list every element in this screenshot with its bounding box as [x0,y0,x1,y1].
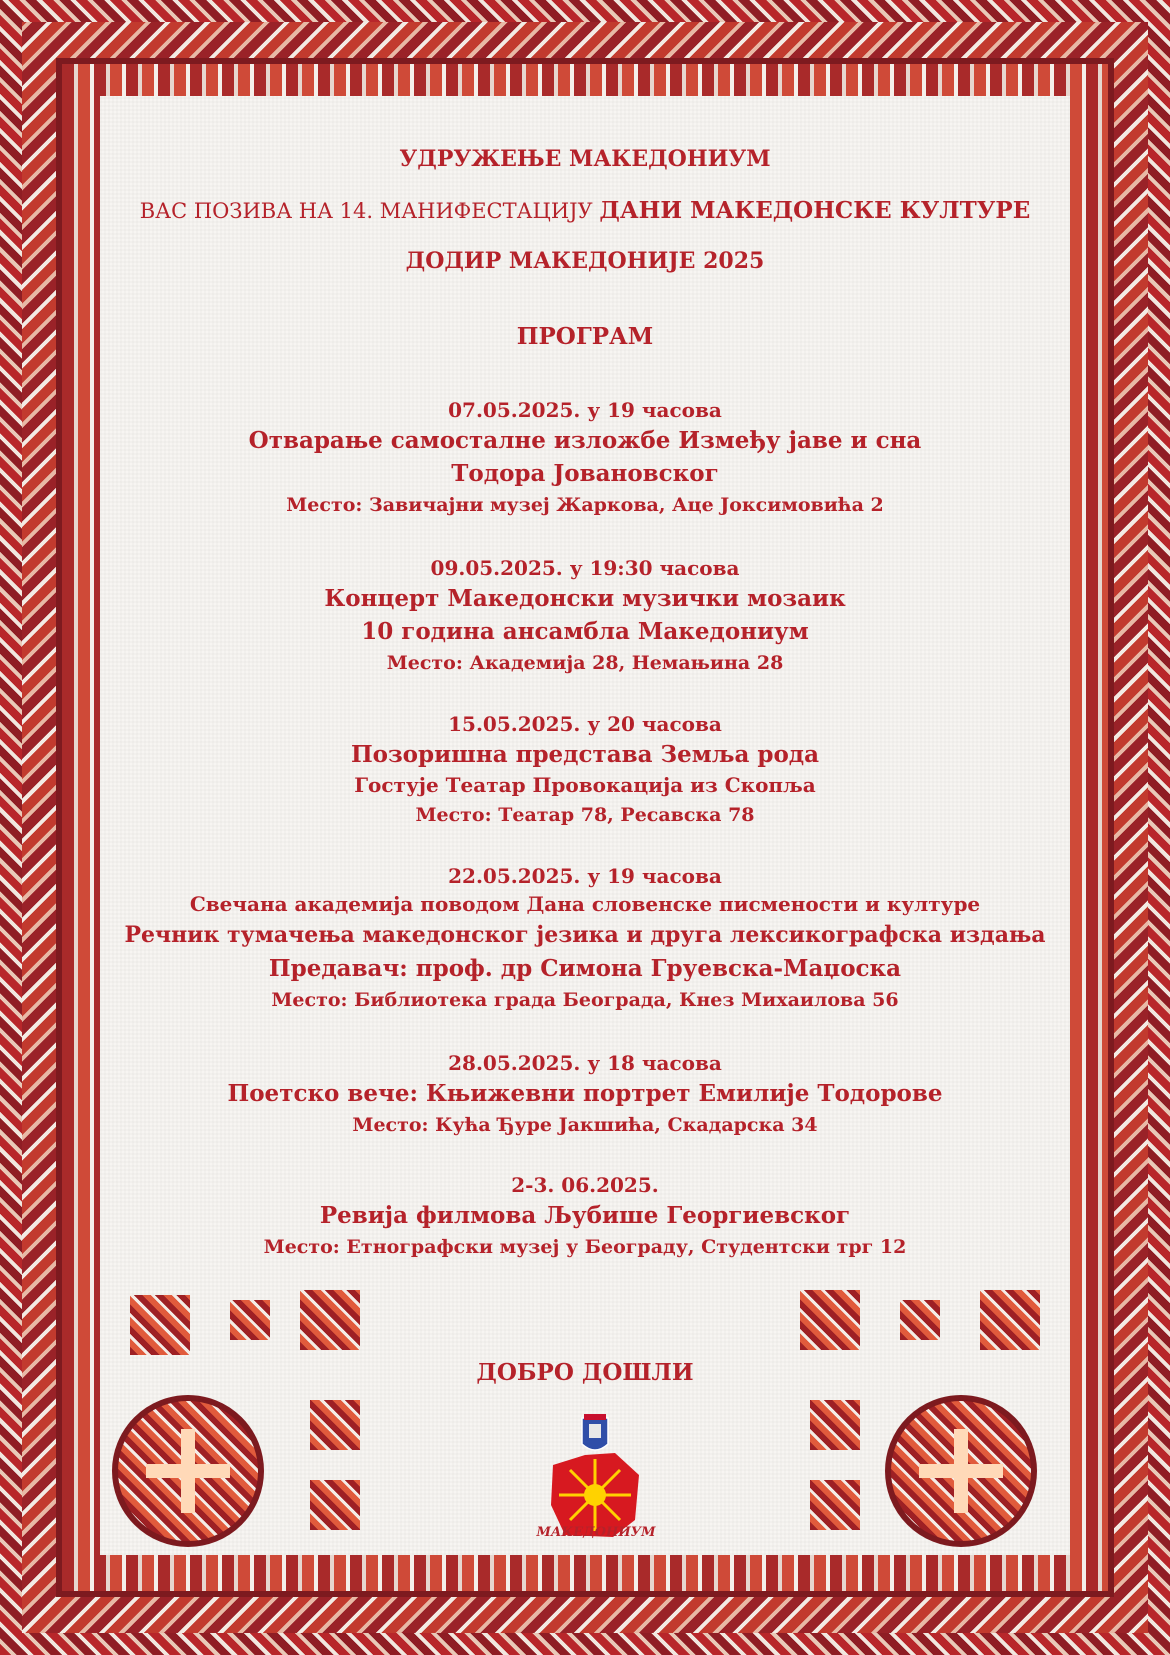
event-date: 22.05.2025. у 19 часова [448,864,722,888]
event-item [100,1049,1070,1140]
embroidery-ornament [900,1300,940,1340]
program-heading: ПРОГРАМ [516,323,654,350]
embroidery-medallion-right [885,1395,1037,1547]
embroidery-ornament [810,1400,860,1450]
event-date: 28.05.2025. у 18 часова [448,1051,722,1075]
event-speaker: Предавач: проф. др Симона Груевска-Маџоска [268,955,902,982]
event-item [100,396,1070,520]
event-date: 2-3. 06.2025. [511,1173,659,1197]
event-item [100,710,1070,830]
event-title: Отварање самосталне изложбе Између јаве и сна [248,427,922,454]
event-date: 09.05.2025. у 19:30 часова [430,556,740,580]
event-subtitle: Речник тумачења македонског језика и друга лексикографска издања [124,922,1046,948]
event-place: Место: Академија 28, Немањина 28 [386,652,784,674]
embroidery-ornament [980,1290,1040,1350]
event-item [100,554,1070,678]
event-place: Место: Завичајни музеј Жаркова, Аце Јоксимовића 2 [286,494,884,516]
welcome-text: ДОБРО ДОШЛИ [476,1359,694,1386]
invitation-line [100,197,1070,224]
festival-name: ДАНИ МАКЕДОНСКЕ КУЛТУРЕ [599,197,1031,224]
event-place: Место: Театар 78, Ресавска 78 [415,804,755,826]
event-place: Место: Етнографски музеј у Београду, Студентски трг 12 [263,1236,907,1258]
event-subtitle: Тодора Јовановског [451,460,719,487]
embroidery-ornament [310,1480,360,1530]
embroidery-ornament [310,1400,360,1450]
event-item [100,862,1070,1015]
event-title: Свечана академија поводом Дана словенске писмености и културе [189,892,981,916]
embroidery-ornament [810,1480,860,1530]
embroidery-ornament [230,1300,270,1340]
event-title: Поетско вече: Књижевни портрет Емилије Тодорове [227,1080,943,1107]
coat-of-arms-icon [582,1414,608,1450]
event-item [100,1171,1070,1262]
event-title: Ревија филмова Љубише Георгиевског [319,1202,851,1229]
event-place: Место: Кућа Ђуре Јакшића, Скадарска 34 [352,1114,818,1136]
event-title: Позоришна представа Земља рода [350,741,820,768]
event-place: Место: Библиотека града Београда, Кнез Михаилова 56 [271,989,899,1011]
logo-caption: МАКЕДОНИУМ [536,1525,656,1540]
event-title: Концерт Македонски музички мозаик [324,585,846,612]
event-subtitle: Гостује Театар Провокација из Скопља [354,773,816,797]
embroidery-ornament [300,1290,360,1350]
embroidery-ornament [130,1295,190,1355]
event-date: 15.05.2025. у 20 часова [448,712,722,736]
invite-prefix: ВАС ПОЗИВА НА 14. МАНИФЕСТАЦИЈУ [139,199,593,223]
embroidery-ornament [800,1290,860,1350]
organization-name: УДРУЖЕЊЕ МАКЕДОНИУМ [399,146,771,172]
event-date: 07.05.2025. у 19 часова [448,398,722,422]
festival-theme: ДОДИР МАКЕДОНИЈЕ 2025 [405,248,765,274]
embroidery-medallion-left [112,1395,264,1547]
event-subtitle: 10 година ансамбла Македониум [361,618,809,645]
